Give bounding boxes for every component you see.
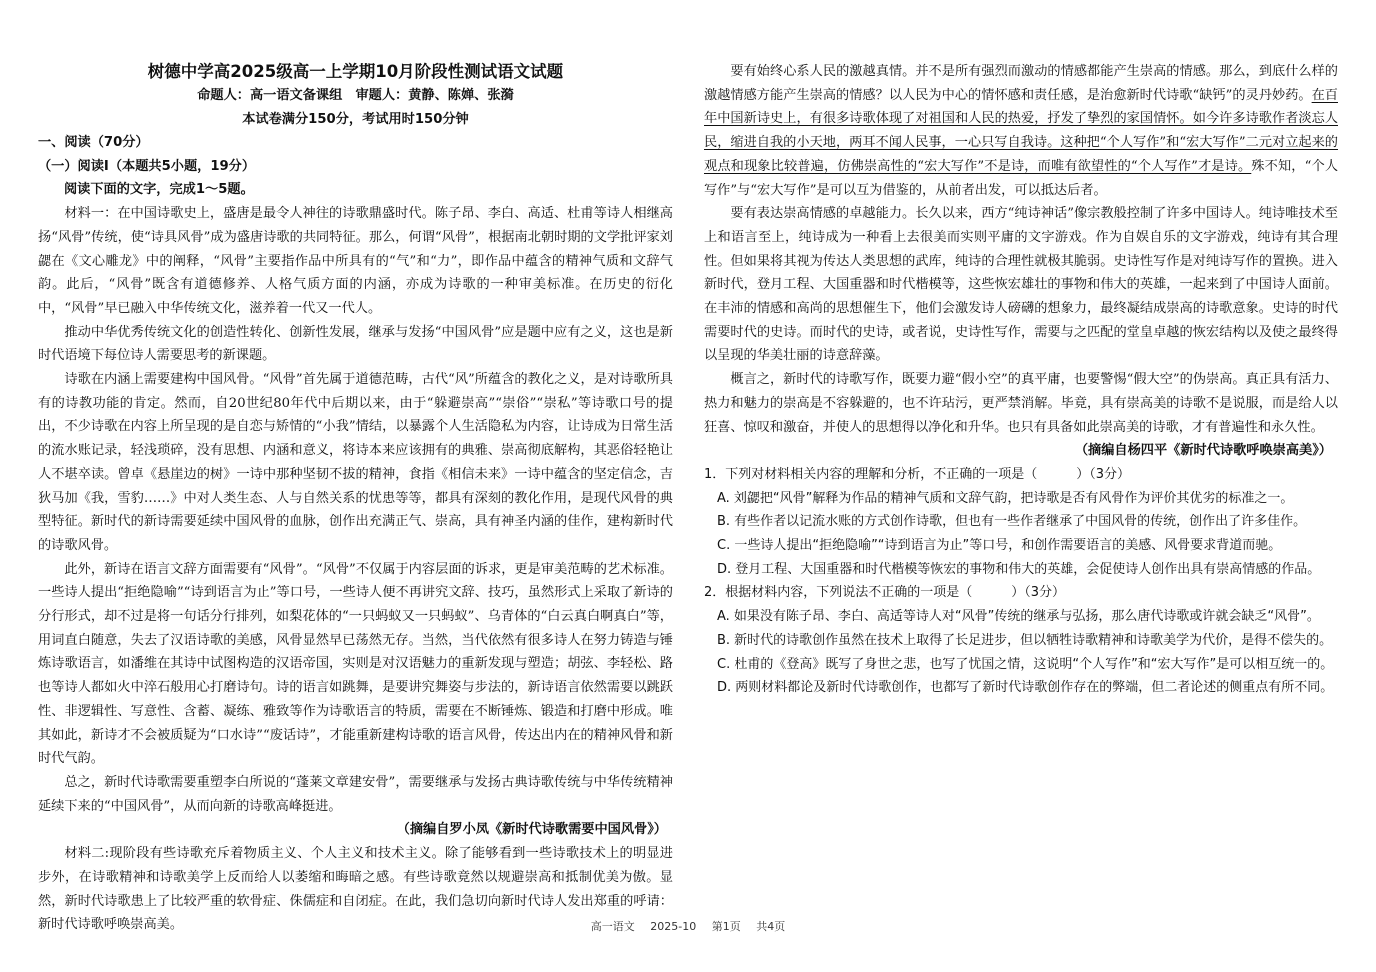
footer-date: 2025-10: [650, 920, 697, 933]
subsection-heading: （一）阅读Ⅰ（本题共5小题，19分）: [38, 158, 256, 174]
footer-page: 第1页: [711, 920, 741, 933]
question-option: A. 刘勰把“风骨”解释为作品的精神气质和文辞气韵，把诗歌是否有风骨作为评价其优劣的标准之一。: [717, 490, 1294, 506]
underlined-passage: 在百年中国新诗史上，有很多诗歌体现了对祖国和人民的热爱，抒发了挚烈的家国情怀。如今许多诗歌作者淡忘人民，缩进自我的小天地，两耳不闻人民事，一心只写自我诗。这种把“个人写作”和“宏大写作”二元对立起来的观点和现象比较普遍，仿佛崇高性的“宏大写作”不是诗，而唯有欲望性的“个人写作”才是诗。: [704, 87, 1338, 174]
footer-total: 共4页: [756, 920, 786, 933]
page-footer: [0, 918, 1376, 934]
material1-paragraph: 推动中华优秀传统文化的创造性转化、创新性发展，继承与发扬“中国风骨”应是题中应有之义，这也是新时代语境下每位诗人需要思考的新课题。: [38, 324, 673, 364]
material1-source: （摘编自罗小凤《新时代诗歌需要中国风骨》）: [396, 822, 667, 838]
material1-paragraph: 总之，新时代诗歌需要重塑李白所说的“蓬莱文章建安骨”，需要继承与发扬古典诗歌传统与中华传统精神延续下来的“中国风骨”，从而向新的诗歌高峰挺进。: [38, 774, 673, 814]
question-option: D. 登月工程、大国重器和时代楷模等恢宏的事物和伟大的英雄，会促使诗人创作出具有崇高情感的作品。: [717, 561, 1321, 577]
question-option: C. 一些诗人提出“拒绝隐喻”“诗到语言为止”等口号，和创作需要语言的美感、风骨要求背道而驰。: [717, 538, 1282, 554]
exam-authors: 命题人：高一语文备课组 审题人：黄静、陈婵、张漪: [197, 88, 514, 103]
question-option: B. 新时代的诗歌创作虽然在技术上取得了长足进步，但以牺牲诗歌精神和诗歌美学为代价，是得不偿失的。: [717, 632, 1333, 648]
section-heading: 一、阅读（70分）: [38, 135, 149, 150]
material2-source: （摘编自杨四平《新时代诗歌呼唤崇高美》）: [1074, 443, 1332, 459]
question-2: [704, 581, 1338, 700]
material1-paragraph: 材料一：在中国诗歌史上，盛唐是最令人神往的诗歌鼎盛时代。陈子昂、李白、高适、杜甫等诗人相继高扬“风骨”传统，使“诗具风骨”成为盛唐诗歌的共同特征。那么，何谓“风骨”，根据南北朝时期的文学批评家刘勰在《文心雕龙》中的阐释，“风骨”主要指作品中所具有的“气”和“力”，即作品中蕴含的精神气质和文辞气韵。此后，“风骨”既含有道德修养、人格气质方面的内涵，亦成为诗歌的一种审美标准。在历史的衍化中，“风骨”早已融入中华传统文化，滋养着一代又一代人。: [38, 206, 673, 316]
question-stem: 2．根据材料内容，下列说法不正确的一项是（ ）（3分）: [704, 585, 1066, 601]
exam-title: 树德中学高2025级高一上学期10月阶段性测试语文试题: [147, 62, 564, 81]
material2-intro: 材料二:现阶段有些诗歌充斥着物质主义、个人主义和技术主义。除了能够看到一些诗歌技术上的明显进步外，在诗歌精神和诗歌美学上反而给人以萎缩和晦暗之感。有些诗歌竟然以规避崇高和抵制优美为傲。显然，新时代诗歌患上了比较严重的软骨症、侏儒症和自闭症。在此，我们急切向新时代诗人发出郑重的呼请：新时代诗歌呼唤崇高美。: [38, 846, 673, 933]
left-column: [38, 60, 673, 937]
exam-info: 本试卷满分150分，考试用时150分钟: [242, 111, 469, 127]
question-1: [704, 463, 1338, 582]
material1-paragraph: 此外，新诗在语言文辞方面需要有“风骨”。“风骨”不仅属于内容层面的诉求，更是审美范畴的艺术标准。一些诗人提出“拒绝隐喻”“诗到语言为止”等口号，一些诗人便不再讲究文辞、技巧，虽然形式上采取了新诗的分行形式，却不过是将一句话分行排列，如梨花体的“一只蚂蚁又一只蚂蚁”、乌青体的“白云真白啊真白”等，用词直白随意，失去了汉语诗歌的美感，风骨显然早已荡然无存。当然，当代依然有很多诗人在努力铸造与锤炼诗歌语言，如潘维在其诗中试图构造的汉语帝国，实则是对汉语魅力的重新发现与塑造；胡弦、李轻松、路也等诗人都如火中淬石般用心打磨诗句。诗的语言如跳舞，是要讲究舞姿与步法的，新诗语言依然需要以跳跃性、非逻辑性、写意性、含蓄、凝练、雅致等作为诗歌语言的特质，需要在不断锤炼、锻造和打磨中形成。唯其如此，新诗才不会被质疑为“口水诗”“废话诗”，才能重新建构诗歌的语言风骨，传达出内在的精神风骨和新时代气韵。: [38, 561, 673, 767]
footer-subject: 高一语文: [590, 920, 635, 933]
material2-text: 要有始终心系人民的激越真情。并不是所有强烈而激动的情感都能产生崇高的情感。那么，到底什么样的激越情感方能产生崇高的情感？以人民为中心的情怀感和责任感，是治愈新时代诗歌“缺钙”的灵丹妙药。: [704, 64, 1338, 103]
material1-paragraph: 诗歌在内涵上需要建构中国风骨。“风骨”首先属于道德范畴，古代“风”所蕴含的教化之义，是对诗歌所具有的诗教功能的肯定。然而，自20世纪80年代中后期以来，由于“躲避崇高”“崇俗”“崇私”等诗歌口号的提出，不少诗歌在内容上所呈现的是自恋与矫情的“小我”情结，以暴露个人生活隐私为内容，让诗成为日常生活的流水账记录，轻浅琐碎，没有思想、内涵和意义，将诗本来应该拥有的典雅、崇高彻底解构，其恶俗轻艳让人不堪卒读。曾卓《悬崖边的树》一诗中那种坚韧不拔的精神，食指《相信未来》一诗中蕴含的坚定信念，吉狄马加《我，雪豹……》中对人类生态、人与自然关系的忧患等等，都具有深刻的教化作用，是现代风骨的典型特征。新时代的新诗需要延续中国风骨的血脉，创作出充满正气、崇高，具有神圣内涵的佳作，建构新时代的诗歌风骨。: [38, 372, 673, 553]
question-stem: 1．下列对材料相关内容的理解和分析，不正确的一项是（ ）（3分）: [704, 466, 1131, 482]
question-option: B. 有些作者以记流水账的方式创作诗歌，但也有一些作者继承了中国风骨的传统，创作出了许多佳作。: [717, 514, 1307, 530]
reading-instruction: 阅读下面的文字，完成1～5题。: [64, 182, 254, 198]
material2-paragraph: 概言之，新时代的诗歌写作，既要力避“假小空”的真平庸，也要警惕“假大空”的伪崇高。真正具有活力、热力和魅力的崇高是不容躲避的，也不许玷污，更严禁消解。毕竟，具有崇高美的诗歌不是说服，而是给人以狂喜、惊叹和激奋，并使人的思想得以净化和升华。也只有具备如此崇高美的诗歌，才有普遍性和永久性。: [704, 372, 1338, 435]
material2-paragraph: [704, 60, 1338, 202]
material2-text: 殊不知，“个人写作”与“宏大写作”是可以互为借鉴的，从前者出发，可以抵达后者。: [704, 158, 1339, 198]
right-column: [704, 60, 1338, 700]
material2-paragraph: 要有表达崇高情感的卓越能力。长久以来，西方“纯诗神话”像宗教般控制了许多中国诗人。纯诗唯技术至上和语言至上，纯诗成为一种看上去很美而实则平庸的文字游戏。作为自娱自乐的文字游戏，纯诗有其合理性。但如果将其视为传达人类思想的武库，纯诗的合理性就极其脆弱。史诗性写作是对纯诗写作的置换。进入新时代，登月工程、大国重器和时代楷模等，这些恢宏雄壮的事物和伟大的英雄，一起来到了中国诗人面前。在丰沛的情感和高尚的思想催生下，他们会激发诗人磅礴的想象力，最终凝结成崇高的诗歌意象。史诗的时代需要时代的史诗。而时代的史诗，或者说，史诗性写作，需要与之匹配的堂皇卓越的恢宏结构以及使之最终得以呈现的华美壮丽的诗意辞藻。: [704, 206, 1338, 364]
question-option: A. 如果没有陈子昂、李白、高适等诗人对“风骨”传统的继承与弘扬，那么唐代诗歌或许就会缺乏“风骨”。: [717, 609, 1320, 625]
question-option: C. 杜甫的《登高》既写了身世之悲，也写了忧国之情，这说明“个人写作”和“宏大写作”是可以相互统一的。: [717, 656, 1334, 672]
question-option: D. 两则材料都论及新时代诗歌创作，也都写了新时代诗歌创作存在的弊端，但二者论述的侧重点有所不同。: [717, 680, 1334, 696]
